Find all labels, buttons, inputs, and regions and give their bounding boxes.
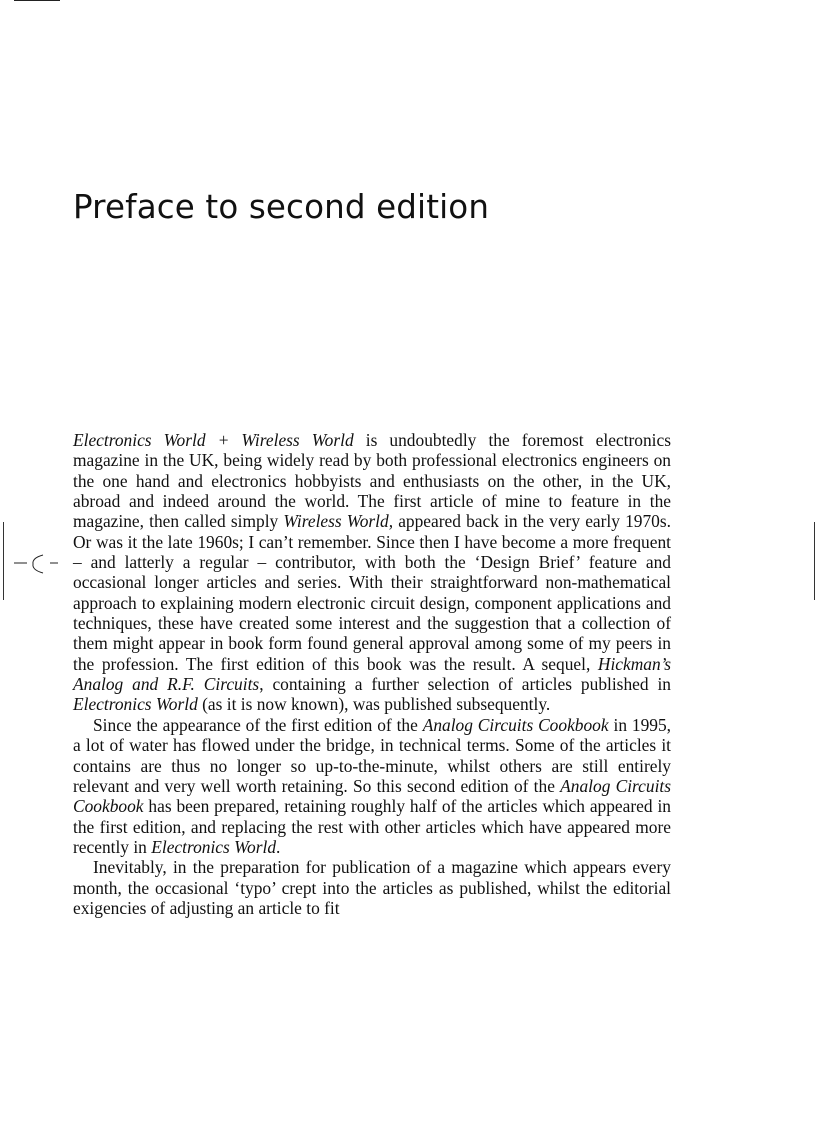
paragraph-text: has been prepared, retaining roughly half of the articles which appeared in the first edition, and replacing the rest with other articles which have appeared more recently in (73, 796, 671, 857)
book-title-text: Hickman’s Analog and R.F. Circuits (73, 653, 671, 695)
paragraph (73, 715, 671, 857)
registration-mark-icon (14, 550, 64, 578)
paragraph-text: in 1995, a lot of water has flowed under the bridge, in technical terms. Some of the articles it contains are thus no longer so up-to-the-minute, whilst others are still entirely relevant and very well worth retaining. So this second edition of the (73, 714, 672, 796)
preface-body (73, 430, 671, 918)
top-crop-rule (14, 0, 60, 1)
page-title: Preface to second edition (73, 188, 490, 226)
book-title-text: Analog Circuits Cookbook (73, 775, 672, 817)
magazine-title-text: Electronics World + Wireless World (73, 430, 354, 450)
paragraph-text: . (276, 836, 281, 857)
paragraph (73, 430, 671, 715)
left-margin-mark (3, 522, 4, 600)
paragraph-text: is undoubtedly the foremost electronics magazine in the UK, being widely read by both professional electronics engineers on the one hand and electronics hobbyists and enthusiasts on the other, in the UK, abroad and indeed around the world. The first article of mine to feature in the magazine, then called simply (73, 430, 671, 532)
book-title-text: Analog Circuits Cookbook (422, 714, 609, 735)
magazine-title-text: Electronics World (151, 836, 277, 857)
paragraph (73, 857, 671, 918)
paragraph-text: , containing a further selection of articles published in (259, 674, 671, 695)
magazine-title-text: Electronics World (73, 694, 198, 715)
paragraph-text: appeared back in the very early 1970s. Or was it the late 1960s; I can’t remember. Since then I have become a more frequent – and latterly a regular – contributor, with both the ‘Design Brief’ feature and occasional longer articles and series. With their straightforward non-mathematical approach to explaining modern electronic circuit design, component applications and techniques, these have created some interest and the suggestion that a collection of them might appear in book form found general approval among some of my peers in the profession. The first edition of this book was the result. A sequel, (73, 511, 671, 674)
paragraph-text: (as it is now known), was published subsequently. (197, 694, 551, 715)
paragraph-text: Inevitably, in the preparation for publication of a magazine which appears every month, the occasional ‘typo’ crept into the articles as published, whilst the editorial exigencies of adjusting an article to fit (73, 857, 671, 918)
paragraph-text: Since the appearance of the first edition of the (93, 714, 423, 735)
magazine-title-text: Wireless World, (283, 511, 394, 532)
right-margin-mark (814, 522, 815, 600)
